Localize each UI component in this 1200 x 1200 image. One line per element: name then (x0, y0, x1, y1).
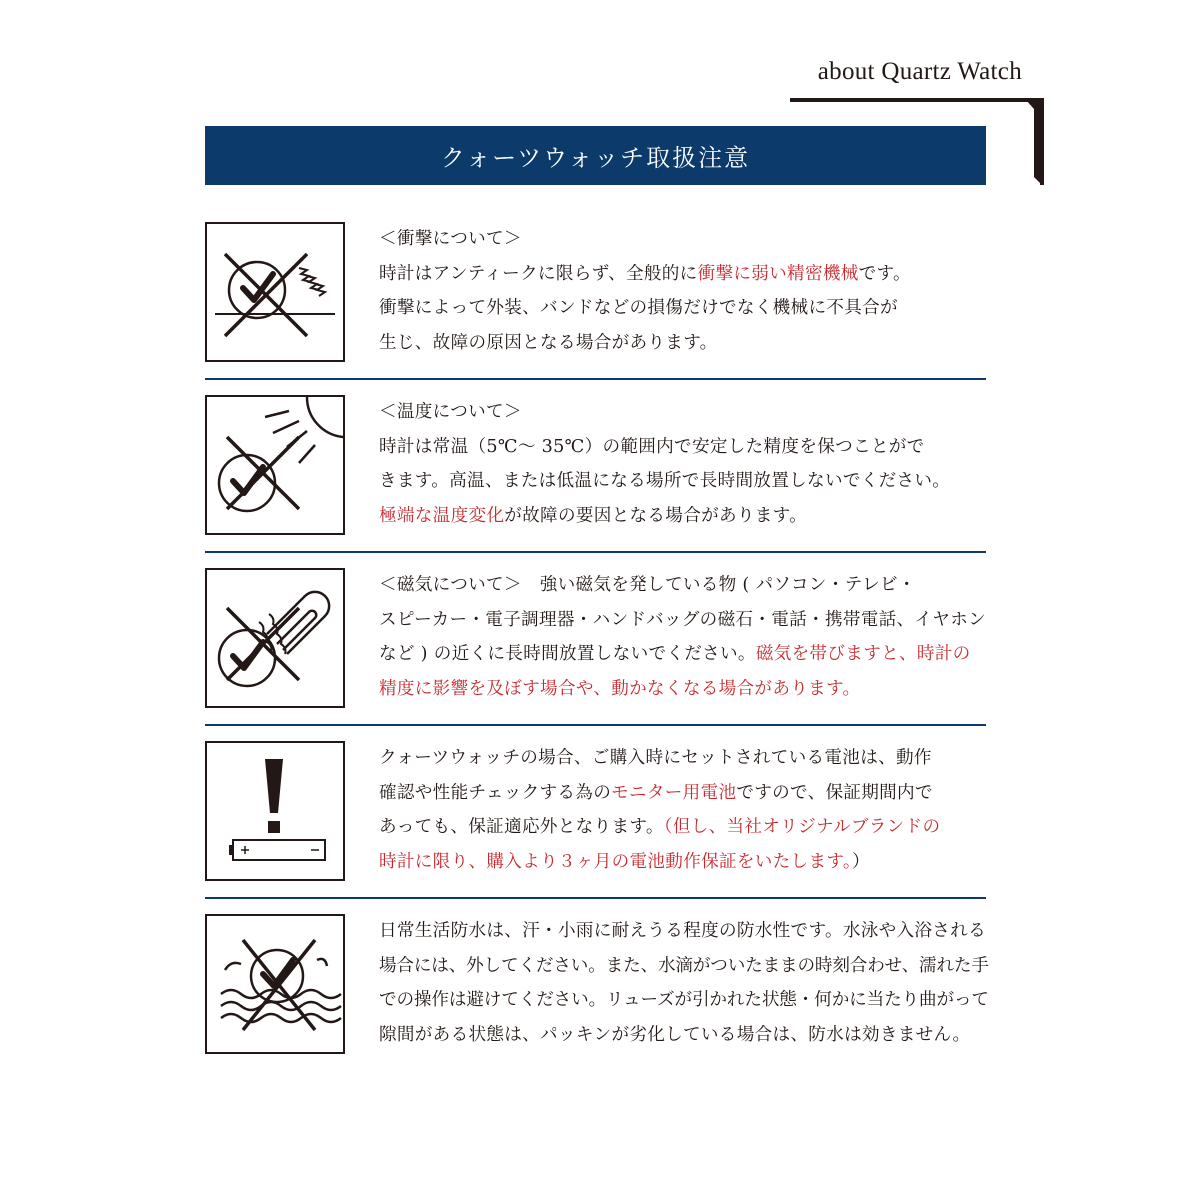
section-text (379, 741, 989, 879)
caution-section-magnetism (205, 568, 986, 708)
section-line: 場合には、外してください。また、水滴がついたままの時刻合わせ、濡れた手 (379, 955, 989, 976)
section-line: 時計に限り、購入より３ヶ月の電池動作保証をいたします。） (379, 851, 870, 872)
section-line: 衝撃によって外装、バンドなどの損傷だけでなく機械に不具合が (379, 298, 898, 318)
corner-label: about Quartz Watch (817, 58, 1022, 85)
section-line: あっても、保証適応外となります。（但し、当社オリジナルブランドの (379, 817, 941, 837)
section-line: ＜磁気について＞ 強い磁気を発している物 ( パソコン・テレビ・ (379, 575, 916, 595)
section-line: 生じ、故障の原因となる場合があります。 (379, 332, 718, 353)
section-line: 時計はアンティークに限らず、全般的に衝撃に弱い精密機械です。 (379, 263, 911, 284)
section-line: きます。高温、または低温になる場所で長時間放置しないでください。 (379, 471, 951, 491)
section-divider (205, 897, 986, 899)
caution-section-temperature (205, 395, 986, 535)
caution-section-battery (205, 741, 986, 881)
page-title-bar (205, 126, 986, 185)
caution-section-water (205, 914, 989, 1054)
section-line: ＜衝撃について＞ (379, 229, 522, 249)
section-line: 極端な温度変化が故障の要因となる場合があります。 (379, 505, 808, 526)
section-line: スピーカー・電子調理器・ハンドバッグの磁石・電話・携帯電話、イヤホン (379, 609, 986, 630)
temperature-warning-icon (205, 395, 345, 535)
page-title: クォーツウォッチ取扱注意 (440, 144, 751, 172)
section-line: など ) の近くに長時間放置しないでください。磁気を帯びますと、時計の (379, 644, 971, 664)
section-text (379, 914, 989, 1052)
section-line: 確認や性能チェックする為のモニター用電池ですので、保証期間内で (379, 782, 933, 803)
water-warning-icon (205, 914, 345, 1054)
section-divider (205, 724, 986, 726)
shock-warning-icon (205, 222, 345, 362)
section-line: 日常生活防水は、汗・小雨に耐えうる程度の防水性です。水泳や入浴される (379, 921, 986, 941)
section-text (379, 395, 989, 533)
section-divider (205, 378, 986, 380)
section-line: ＜温度について＞ (379, 402, 522, 422)
magnet-warning-icon (205, 568, 345, 708)
section-divider (205, 551, 986, 553)
section-line: 時計は常温（5℃～ 35℃）の範囲内で安定した精度を保つことがで (379, 436, 925, 457)
section-text (379, 568, 989, 706)
section-line: 隙間がある状態は、パッキンが劣化している場合は、防水は効きません。 (379, 1024, 971, 1045)
caution-section-shock (205, 222, 986, 362)
section-line: クォーツウォッチの場合、ご購入時にセットされている電池は、動作 (379, 748, 932, 768)
section-text (379, 222, 989, 360)
battery-warning-icon (205, 741, 345, 881)
section-line: 精度に影響を及ぼす場合や、動かなくなる場合があります。 (379, 678, 861, 699)
section-line: での操作は避けてください。リューズが引かれた状態・何かに当たり曲がって (379, 990, 989, 1010)
